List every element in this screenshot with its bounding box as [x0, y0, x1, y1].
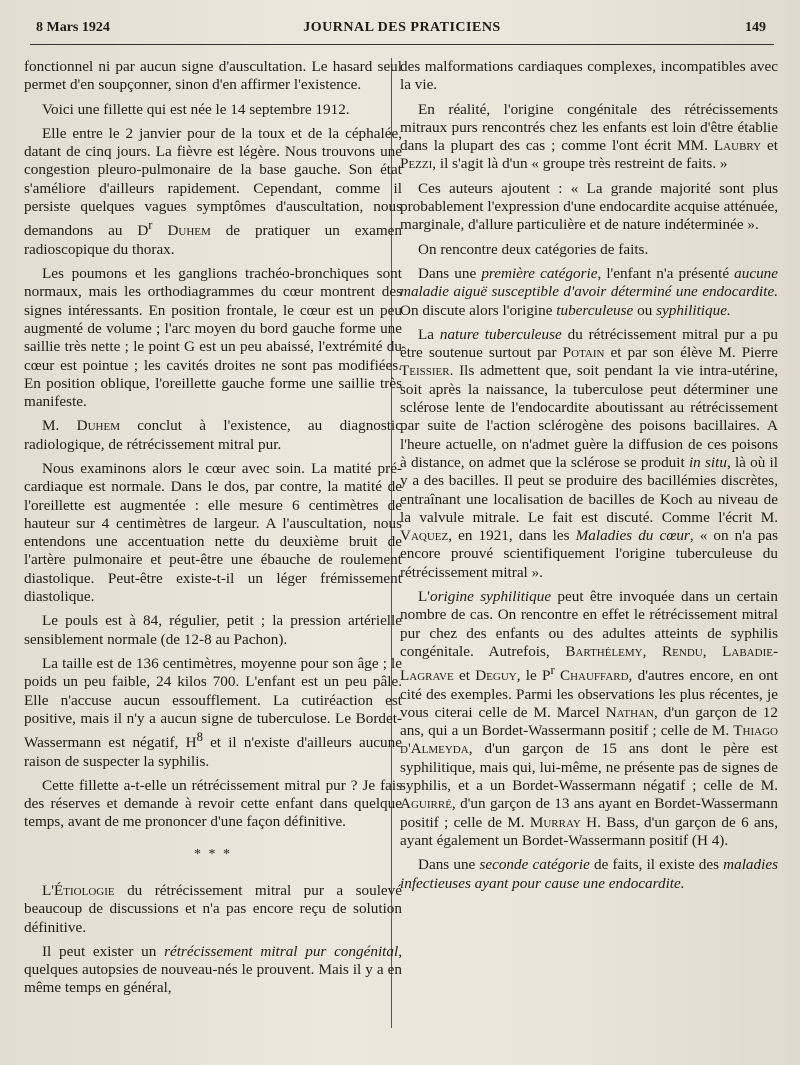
section-lead: L'Étiologie [42, 882, 115, 899]
paragraph: Cette fillette a-t-elle un rétrécissement mitral pur ? Je fais des réserves et demande à revoir cette enfant dans quelque temps, avant de me prononcer d'une façon définitive. [24, 776, 402, 831]
journal-title: JOURNAL DES PRATICIENS [303, 20, 501, 35]
author-name: Labadie-Lagrave [400, 642, 779, 685]
author-name: Teissier [400, 362, 450, 380]
paragraph: La taille est de 136 centimètres, moyenne pour son âge ; le poids un peu faible, 24 kilos 700. L'enfant est un peu pâle. Elle n'accuse aucun essoufflement. La cutiréaction est positive, mais il n'y a aucun signe de tuberculose. Le Bordet-Wassermann est négatif, $H^8$ et il n'existe d'ailleurs aucune raison de suspecter la syphilis. [24, 654, 402, 770]
paragraph: Dans une seconde catégorie de faits, il existe des maladies infectieuses ayant pour cause une endocardite. [400, 856, 778, 892]
paragraph: On rencontre deux catégories de faits. [418, 240, 649, 258]
author-name: Chauffard [559, 667, 629, 685]
author-name: Vaquez [400, 527, 449, 545]
author-name: Nathan [605, 703, 654, 721]
paragraph: fonctionnel ni par aucun signe d'auscultation. Le hasard seul permet d'en soupçonner, sinon d'en affirmer l'existence. [24, 58, 402, 94]
author-name: Pezzi [400, 155, 433, 173]
paragraph: L'origine syphilitique peut être invoquée dans un certain nombre de cas. On rencontre en effet le rétrécissement mitral pur chez des enfants ou des adultes atteints de syphilis congénitale. Autrefois, Barthélemy, Rendu, Labadie-Lagrave et Deguy, le $P^r$ Chauffard, d'autres encore, en ont cité des exemples. Parmi les observations les plus récentes, je vous citerai celle de M. Marcel Nathan, d'un garçon de 12 ans, qui a un Bordet-Wassermann positif ; celle de M. Thiago d'Almeyda, d'un garçon de 15 ans dont le père est syphilitique, mais qui, lui-même, ne présente pas de signes de syphilis, et a un Bordet-Wassermann négatif ; celle de M. Aguirré, d'un garçon de 13 ans ayant en Bordet-Wassermann positif ; celle de M. Murray H. Bass, d'un garçon de 6 ans, ayant également un Bordet-Wassermann positif (H 4). [400, 588, 779, 849]
paragraph: M. Duhem conclut à l'existence, au diagnostic radiologique, de rétrécissement mitral pur. [24, 417, 402, 453]
author-name: Rendu [662, 642, 703, 660]
left-column [24, 58, 402, 1004]
issue-date: 8 Mars 1924 [36, 20, 110, 35]
paragraph: Voici une fillette qui est née le 14 septembre 1912. [42, 100, 350, 118]
paragraph: Le pouls est à 84, régulier, petit ; la pression artérielle sensiblement normale (de 12-8 au Pachon). [24, 612, 402, 648]
paragraph: La nature tuberculeuse du rétrécissement mitral pur a pu être soutenue surtout par Potain et par son élève M. Pierre Teissier. Ils admettent que, soit pendant la vie intra-utérine, soit après la naissance, la tuberculose peut déterminer une sclérose lente de l'endocardite aboutissant au rétrécissement par suite de l'action sclérogène des poisons bacillaires. A l'heure actuelle, on n'admet guère la diffusion de ces poisons à distance, on admet que la sclérose se produit in situ, là où il y a des bacilles. Il peut se produire des bacillémies discrètes, entraînant une localisation de bacilles de Koch au niveau de la valvule mitrale. Le fait est discuté. Comme l'écrit M. Vaquez, en 1921, dans les Maladies du cœur, « on n'a pas encore prouvé scientifiquement l'origine tuberculeuse du rétrécissement mitral ». [400, 325, 779, 581]
paragraph: L'Étiologie du rétrécissement mitral pur a soulevé beaucoup de discussions et n'a pas encore reçu de solution définitive. [24, 882, 402, 936]
page-number: 149 [745, 20, 766, 35]
paragraph: Dans une première catégorie, l'enfant n'a présenté aucune maladie aiguë susceptible d'avoir déterminé une endocardite. On discute alors l'origine tuberculeuse ou syphilitique. [400, 264, 778, 319]
author-name: Duhem [76, 417, 120, 435]
paragraph: Nous examinons alors le cœur avec soin. La matité pré-cardiaque est normale. Dans le dos, par contre, la matité de l'oreillette est augmentée : elle mesure 6 centimètres de hauteur sur 4 centimètres de largeur. A l'auscultation, nous entendons une accentuation nette du deuxième bruit de l'artère pulmonaire et peut-être une ébauche de roulement diastolique. Peut-être existe-t-il un léger frémissement diastolique. [24, 460, 402, 606]
page-header [30, 14, 774, 45]
author-name: Murray [529, 813, 581, 831]
paragraph: Il peut exister un rétrécissement mitral pur congénital, quelques autopsies de nouveau-nés le prouvent. Mais il y a en même temps en général, [24, 942, 402, 997]
author-name: Barthélemy [565, 642, 643, 660]
author-name: Thiago d'Almeyda [400, 722, 778, 758]
author-name: Deguy [475, 667, 517, 685]
section-separator: * * * [194, 846, 232, 862]
author-name: Potain [562, 344, 605, 362]
author-name: Duhem [167, 222, 211, 240]
paragraph: Les poumons et les ganglions trachéo-bronchiques sont normaux, mais les orthodiagrammes du cœur montrent des signes intéressants. En position frontale, le cœur est un peu augmenté de volume ; l'arc moyen du bord gauche forme une saillie très nette ; le point G est un peu abaissé, l'extrémité du cœur est pointue ; les cavités droites ne sont pas modifiées. En position oblique, l'oreillette gauche forme une saillie très manifeste. [24, 265, 402, 411]
paragraph: des malformations cardiaques complexes, incompatibles avec la vie. [400, 58, 778, 94]
author-name: Aguirré [400, 795, 452, 813]
paragraph: En réalité, l'origine congénitale des rétrécissements mitraux purs rencontrés chez les enfants est loin d'être établie dans la plupart des cas ; comme l'ont écrit MM. Laubry et Pezzi, il s'agit là d'un « groupe très restreint de faits. » [400, 100, 778, 173]
author-name: Laubry [713, 137, 762, 155]
right-column [400, 58, 778, 899]
paragraph: Elle entre le 2 janvier pour de la toux et de la céphalée, datant de cinq jours. La fièvre est légère. Nous trouvons une congestion pleuro-pulmonaire de la base gauche. Son état s'améliore d'ailleurs rapidement. Cependant, comme il persiste quelques vagues symptômes d'auscultation, nous demandons au $D^r$ Duhem de pratiquer un examen radioscopique du thorax. [24, 124, 402, 258]
paragraph: Ces auteurs ajoutent : « La grande majorité sont plus probablement l'expression d'une endocardite acquise atténuée, marginale, d'allure particulière et de nature indéterminée ». [400, 179, 778, 234]
